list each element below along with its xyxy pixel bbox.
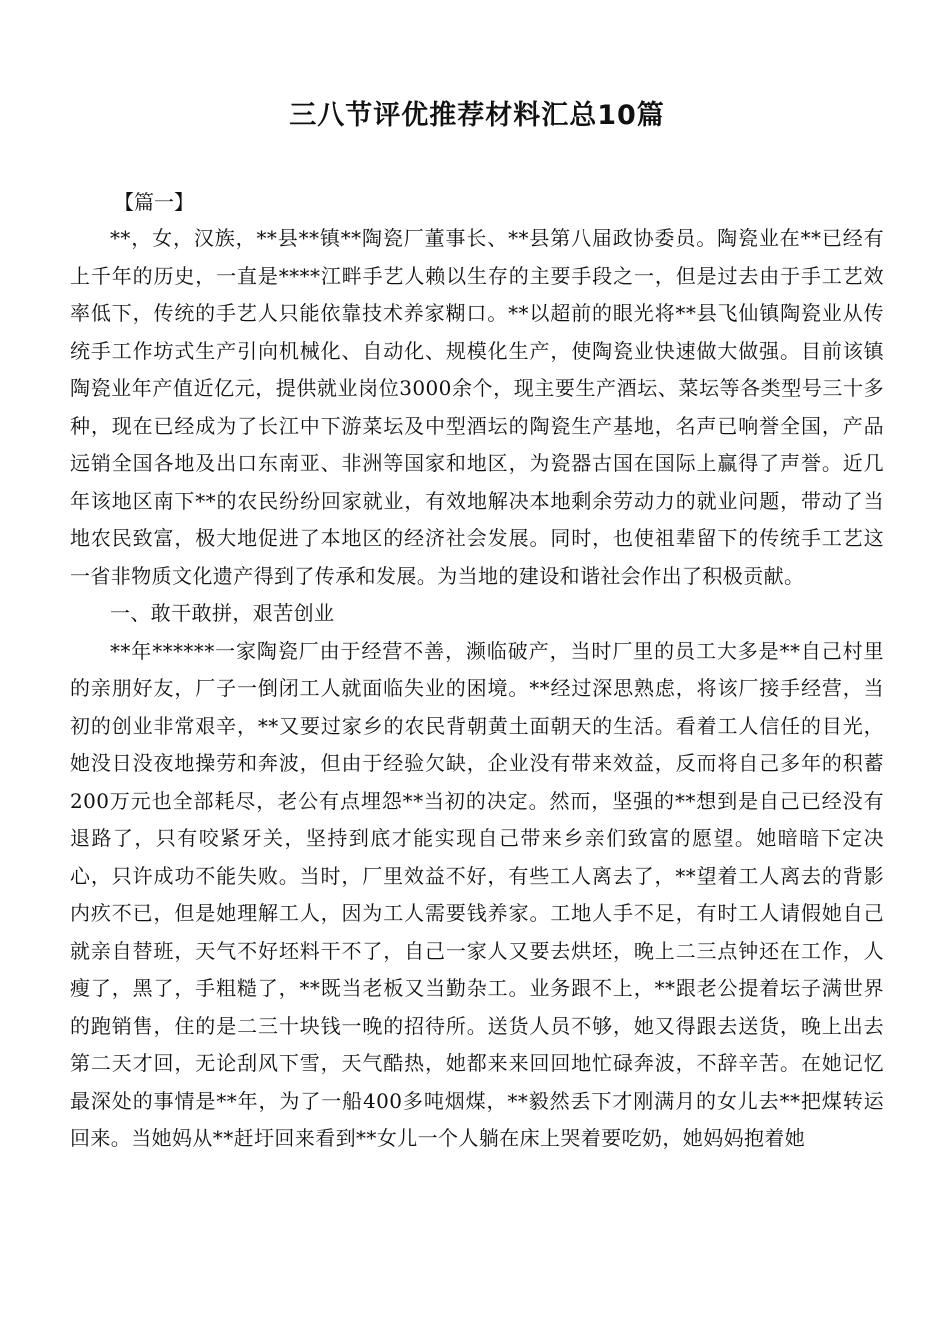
section-heading: 一、敢干敢拼，艰苦创业 xyxy=(110,601,335,625)
body-paragraph: **，女，汉族，**县**镇**陶瓷厂董事长、**县第八届政协委员。陶瓷业在**已经有上千年的历史，一直是****江畔手艺人赖以生存的主要手段之一，但是过去由于手工艺效率低下，传统的手艺人只能依靠技术养家糊口。**以超前的眼光将**县飞仙镇陶瓷业从传统手工作坊式生产引向机械化、自动化、规模化生产，使陶瓷业快速做大做强。目前该镇陶瓷业年产值近亿元，提供就业岗位3000余个，现主要生产酒坛、菜坛等各类型号三十多种，现在已经成为了长江中下游菜坛及中型酒坛的陶瓷生产基地，名声已响誉全国，产品远销全国各地及出口东南亚、非洲等国家和地区，为瓷器古国在国际上赢得了声誉。近几年该地区南下**的农民纷纷回家就业，有效地解决本地剩余劳动力的就业问题，带动了当地农民致富，极大地促进了本地区的经济社会发展。同时，也使祖辈留下的传统手工艺这一省非物质文化遗产得到了传承和发展。为当地的建设和谐社会作出了积极贡献。 xyxy=(70,226,884,588)
body-paragraph: **年******一家陶瓷厂由于经营不善，濒临破产，当时厂里的员工大多是**自己村里的亲朋好友，厂子一倒闭工人就面临失业的困境。**经过深思熟虑，将该厂接手经营，当初的创业非常艰辛，**又要过家乡的农民背朝黄土面朝天的生活。看着工人信任的目光，她没日没夜地操劳和奔波，但由于经验欠缺，企业没有带来效益，反而将自己多年的积蓄200万元也全部耗尽，老公有点埋怨**当初的决定。然而，坚强的**想到是自己已经没有退路了，只有咬紧牙关，坚持到底才能实现自己带来乡亲们致富的愿望。她暗暗下定决心，只许成功不能失败。当时，厂里效益不好，有些工人离去了，**望着工人离去的背影内疚不已，但是她理解工人，因为工人需要钱养家。工地人手不足，有时工人请假她自己就亲自替班，天气不好坯料干不了，自己一家人又要去烘坯，晚上二三点钟还在工作，人瘦了，黑了，手粗糙了，**既当老板又当勤杂工。业务跟不上，**跟老公提着坛子满世界的跑销售，住的是二三十块钱一晚的招待所。送货人员不够，她又得跟去送货，晚上出去第二天才回，无论刮风下雪，天气酷热，她都来来回回地忙碌奔波，不辞辛苦。在她记忆最深处的事情是**年，为了一船400多吨烟煤，**毅然丢下才刚满月的女儿去**把煤转运回来。当她妈从**赶圩回来看到**女儿一个人躺在床上哭着要吃奶，她妈妈抱着她 xyxy=(70,638,884,1150)
section-label: 【篇一】 xyxy=(114,190,194,214)
document-title: 三八节评优推荐材料汇总10篇 xyxy=(289,100,665,131)
